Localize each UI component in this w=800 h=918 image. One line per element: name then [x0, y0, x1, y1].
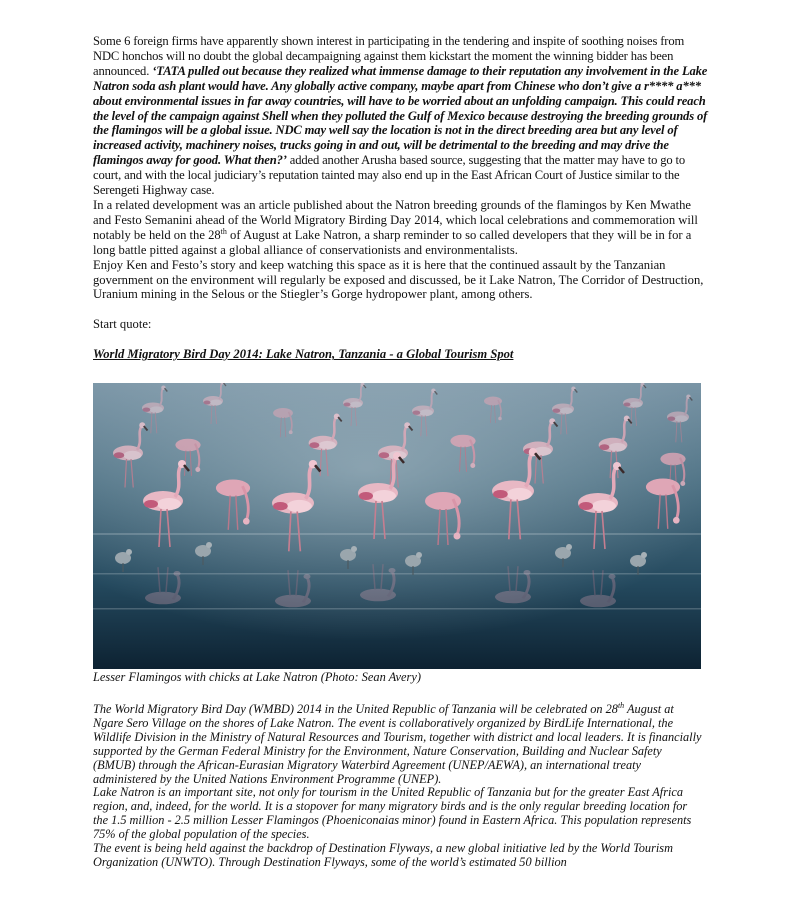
paragraph-text: of August at Lake Natron, a sharp reminder to so called developers that they will be in for a long battle pitted against a global alliance of conservationists and environmentalists.: [93, 227, 692, 257]
ordinal-suffix: th: [617, 700, 625, 710]
paragraph-lead-text: Some 6 foreign firms have apparently shown interest in participating in the tendering and inspite of soothing noises from NDC honchos will no doubt the global decampaigning against them kickstart the moment the winning bidder has been announced.: [93, 34, 685, 78]
article-body: [93, 34, 711, 362]
paragraph-text: August at Ngare Sero Village on the shores of Lake Natron. The event is collaboratively organized by BirdLife International, the Wildlife Division in the Ministry of Natural Resources and Tourism, together with district and local leaders. It is financially supported by the German Federal Ministry for the Environment, Nature Conservation, Building and Nuclear Safety (BMUB) through the African-Eurasian Migratory Waterbird Agreement (UNEP/AEWA), an international treaty administered by the United Nations Environment Programme (UNEP).: [93, 702, 702, 786]
paragraph-lake-natron: Lake Natron is an important site, not only for tourism in the United Republic of Tanzania but for the greater East Africa region, and, indeed, for the world. It is a stopover for many migratory birds and is the only regular breeding location for the 1.5 million - 2.5 million Lesser Flamingos (Phoeniconaias minor) found in Eastern Africa. This population represents 75% of the global population of the species.: [93, 785, 692, 842]
paragraph-related-development: [93, 198, 711, 258]
article-heading: World Migratory Bird Day 2014: Lake Natron, Tanzania - a Global Tourism Spot: [93, 347, 514, 362]
paragraph-ndc-tender: [93, 34, 711, 198]
flamingo-photo: [93, 383, 701, 669]
paragraph-tail-text: added another Arusha based source, suggesting that the matter may have to go to court, and with the local judiciary’s reputation tainted may also end up in the East African Court of Justice similar to the Serengeti Highway case.: [93, 153, 686, 198]
quoted-article: [93, 700, 705, 870]
ordinal-suffix: th: [220, 226, 227, 236]
source-quote: ‘TATA pulled out because they realized what immense damage to their reputation any involvement in the Lake Natron soda ash plant would have. Any globally active company, maybe apart from Chinese who don’t give a r**** a*** about environmental issues in far away countries, will have to be worried about an unfolding campaign. This could reach the level of the campaign against Shell when they polluted the Gulf of Mexico because destroying the breeding grounds of the flamingos will be a global issue. NDC may well say the location is not in the direct breeding area but any level of increased activity, machinery noises, trucks going in and out, will be detrimental to the breeding and may drive the flamingos away for good. What then?’: [93, 63, 708, 168]
paragraph-text: In a related development was an article published about the Natron breeding grounds of the flamingos by Ken Mwathe and Festo Semanini ahead of the World Migratory Birding Day 2014, which local celebrations and commemoration will notably be held on the 28: [93, 197, 698, 242]
paragraph-text: The World Migratory Bird Day (WMBD) 2014 in the United Republic of Tanzania will be celebrated on 28: [93, 702, 618, 716]
paragraph-enjoy-story: Enjoy Ken and Festo’s story and keep watching this space as it is here that the continued assault by the Tanzanian government on the environment will regularly be exposed and discussed, be it Lake Natron, The Corridor of Destruction, Uranium mining in the Selous or the Stiegler’s Gorge hydropower plant, among others.: [93, 257, 704, 302]
photo-caption: Lesser Flamingos with chicks at Lake Natron (Photo: Sean Avery): [93, 670, 421, 684]
paragraph-destination-flyways: The event is being held against the backdrop of Destination Flyways, a new global initiative led by the World Tourism Organization (UNWTO). Through Destination Flyways, some of the world’s estimated 50 billion: [93, 841, 673, 869]
paragraph-wmbd: [93, 700, 705, 786]
start-quote-label: Start quote:: [93, 317, 152, 332]
